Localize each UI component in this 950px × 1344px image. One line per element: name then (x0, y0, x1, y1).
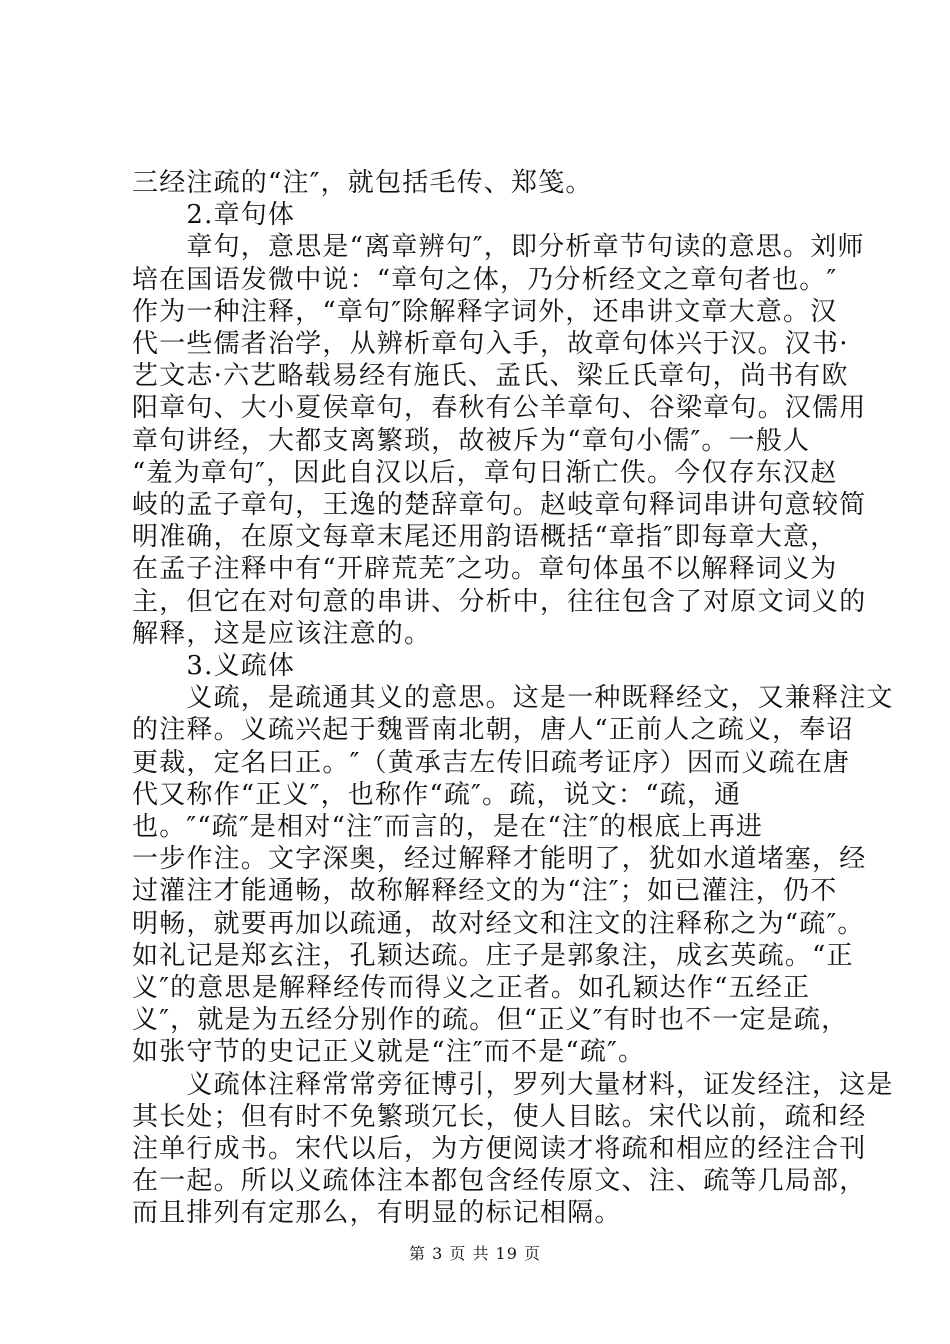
text-line: 阳章句、大小夏侯章句，春秋有公羊章句、谷梁章句。汉儒用 (132, 393, 867, 423)
text-line: 过灌注才能通畅，故称解释经文的为“注″；如已灌注，仍不 (132, 876, 838, 906)
text-line: 更裁，定名曰正。″（黄承吉左传旧疏考证序）因而义疏在唐 (132, 748, 851, 778)
text-line: 在孟子注释中有“开辟荒芜″之功。章句体虽不以解释词义为 (132, 554, 838, 584)
text-line: “羞为章句″，因此自汉以后，章句日渐亡佚。今仅存东汉赵 (132, 458, 838, 488)
text-line: 主，但它在对句意的串讲、分析中，往往包含了对原文词义的 (132, 587, 867, 617)
section-heading: 3.义疏体 (132, 651, 296, 681)
text-line: 艺文志·六艺略载易经有施氏、孟氏、梁丘氏章句，尚书有欧 (132, 361, 849, 391)
text-line: 作为一种注释，“章句″除解释字词外，还串讲文章大意。汉 (132, 297, 838, 327)
section-heading: 2.章句体 (132, 200, 296, 230)
text-line: 而且排列有定那么，有明显的标记相隔。 (132, 1198, 622, 1228)
text-line: 代一些儒者治学，从辨析章句入手，故章句体兴于汉。汉书· (132, 329, 849, 359)
text-line: 章句讲经，大都支离繁琐，故被斥为“章句小儒″。一般人 (132, 426, 811, 456)
text-line: 岐的孟子章句，王逸的楚辞章句。赵岐章句释词串讲句意较简 (132, 490, 867, 520)
text-line: 义″，就是为五经分别作的疏。但“正义″有时也不一定是疏， (132, 1005, 849, 1035)
page-number-footer: 第 3 页 共 19 页 (409, 1244, 541, 1263)
text-line: 章句，意思是“离章辨句″，即分析章节句读的意思。刘师 (132, 232, 865, 262)
text-line: 明畅，就要再加以疏通，故对经文和注文的注释称之为“疏″。 (132, 909, 865, 939)
text-line: 一步作注。文字深奥，经过解释才能明了，犹如水道堵塞，经 (132, 844, 867, 874)
text-line: 注单行成书。宋代以后，为方便阅读才将疏和相应的经注合刊 (132, 1134, 867, 1164)
text-line: 代又称作“正义″，也称作“疏″。疏，说文：“疏，通 (132, 780, 742, 810)
text-line: 义疏，是疏通其义的意思。这是一种既释经文，又兼释注文 (132, 683, 894, 713)
text-line: 如礼记是郑玄注，孔颖达疏。庄子是郭象注，成玄英疏。“正 (132, 941, 854, 971)
text-line: 三经注疏的“注″，就包括毛传、郑笺。 (132, 168, 593, 198)
text-line: 也。″“疏″是相对“注″而言的，是在“注″的根底上再进 (132, 812, 764, 842)
text-line: 如张守节的史记正义就是“注″而不是“疏″。 (132, 1037, 646, 1067)
text-line: 明准确，在原文每章末尾还用韵语概括“章指″即每章大意， (132, 522, 838, 552)
text-line: 解释，这是应该注意的。 (132, 619, 432, 649)
text-line: 的注释。义疏兴起于魏晋南北朝，唐人“正前人之疏义，奉诏 (132, 715, 854, 745)
text-line: 在一起。所以义疏体注本都包含经传原文、注、疏等几局部， (132, 1166, 867, 1196)
text-line: 其长处；但有时不免繁琐冗长，使人目眩。宋代以前，疏和经 (132, 1102, 867, 1132)
text-line: 义疏体注释常常旁征博引，罗列大量材料，证发经注，这是 (132, 1070, 894, 1100)
text-line: 义″的意思是解释经传而得义之正者。如孔颖达作“五经正 (132, 973, 811, 1003)
text-line: 培在国语发微中说：“章句之体，乃分析经文之章句者也。″ (132, 265, 838, 295)
